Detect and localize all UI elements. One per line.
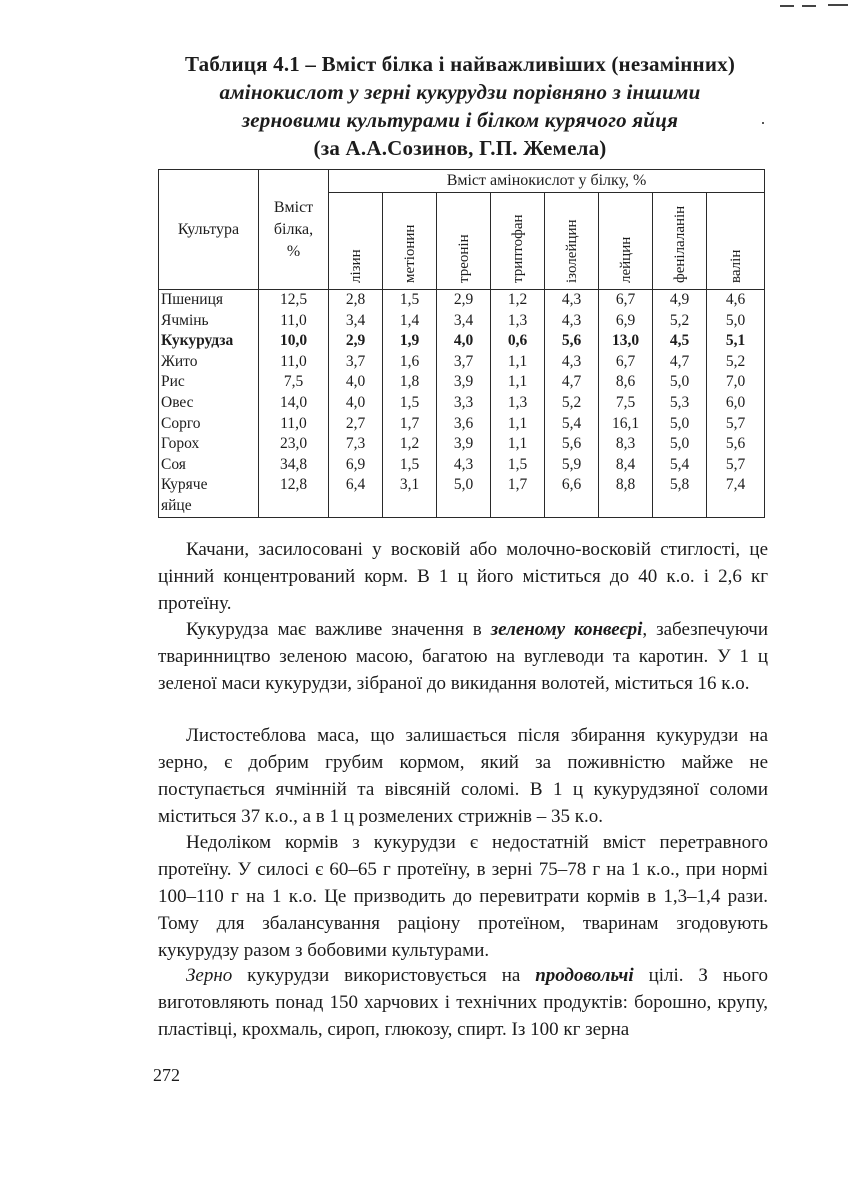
value-cell: 3,3 <box>437 393 491 414</box>
table-row <box>159 311 765 332</box>
amino-header-label: лізин <box>347 249 364 283</box>
value-cell: 13,0 <box>599 331 653 352</box>
amino-header-label: лейцин <box>617 236 634 283</box>
crop-cell: Жито <box>159 352 259 373</box>
value-cell: 5,6 <box>545 434 599 455</box>
value-cell: 4,0 <box>437 331 491 352</box>
paragraph-2 <box>158 616 768 697</box>
value-cell: 5,0 <box>653 414 707 435</box>
paragraph-text <box>158 962 768 1043</box>
amino-acid-table <box>158 169 765 518</box>
amino-header-threonine <box>437 193 491 290</box>
crop-cell: Соя <box>159 455 259 476</box>
value-cell: 3,4 <box>437 311 491 332</box>
amino-header-label: ізолейцин <box>563 219 580 283</box>
value-cell: 1,1 <box>491 414 545 435</box>
value-cell: 4,0 <box>329 372 383 393</box>
protein-header-line-3: % <box>286 242 301 260</box>
protein-cell: 11,0 <box>259 414 329 435</box>
value-cell: 5,7 <box>707 455 765 476</box>
amino-header-label: валін <box>727 249 744 283</box>
protein-cell: 12,5 <box>259 290 329 311</box>
value-cell: 2,9 <box>329 331 383 352</box>
protein-cell: 11,0 <box>259 352 329 373</box>
value-cell: 6,9 <box>599 311 653 332</box>
value-cell: 4,9 <box>653 290 707 311</box>
table-row <box>159 290 765 311</box>
value-cell: 5,0 <box>437 475 491 517</box>
value-cell: 4,6 <box>707 290 765 311</box>
value-cell: 3,9 <box>437 372 491 393</box>
value-cell: 3,1 <box>383 475 437 517</box>
caption-line-1: Таблиця 4.1 – Вміст білка і найважливіших (незамінних) <box>184 52 736 76</box>
value-cell: 5,2 <box>707 352 765 373</box>
value-cell: 1,9 <box>383 331 437 352</box>
protein-cell: 14,0 <box>259 393 329 414</box>
amino-header-label: триптофан <box>509 214 526 283</box>
value-cell: 4,7 <box>653 352 707 373</box>
value-cell: 1,5 <box>383 290 437 311</box>
value-cell: 1,2 <box>491 290 545 311</box>
crop-line-1: Куряче <box>161 476 208 494</box>
amino-header-isoleucine <box>545 193 599 290</box>
value-cell: 1,1 <box>491 372 545 393</box>
emphasis-green-conveyor: зеленому конвеєрі <box>490 619 643 640</box>
value-cell: 3,7 <box>437 352 491 373</box>
value-cell: 5,4 <box>545 414 599 435</box>
value-cell: 3,9 <box>437 434 491 455</box>
value-cell: 5,2 <box>545 393 599 414</box>
amino-header-label: треонін <box>455 234 472 283</box>
value-cell: 4,3 <box>545 311 599 332</box>
amino-header-label: метіонин <box>401 224 418 283</box>
value-cell: 6,9 <box>329 455 383 476</box>
protein-cell: 23,0 <box>259 434 329 455</box>
protein-cell: 34,8 <box>259 455 329 476</box>
scan-speck <box>762 122 764 124</box>
crop-cell: Кукурудза <box>159 331 259 352</box>
value-cell: 6,4 <box>329 475 383 517</box>
value-cell: 2,8 <box>329 290 383 311</box>
value-cell: 1,2 <box>383 434 437 455</box>
table-row-highlighted <box>159 331 765 352</box>
value-cell: 5,6 <box>707 434 765 455</box>
value-cell: 5,2 <box>653 311 707 332</box>
value-cell: 7,3 <box>329 434 383 455</box>
paragraph-run: кукурудзи використовується на <box>232 965 536 986</box>
paragraph-5 <box>158 962 768 1043</box>
value-cell: 4,3 <box>437 455 491 476</box>
protein-cell: 11,0 <box>259 311 329 332</box>
amino-header-lysine <box>329 193 383 290</box>
protein-header-line-1: Вміст <box>273 198 314 216</box>
crop-cell: Рис <box>159 372 259 393</box>
caption-line-4: (за А.А.Созинов, Г.П. Жемела) <box>313 136 607 160</box>
value-cell: 6,7 <box>599 352 653 373</box>
value-cell: 5,6 <box>545 331 599 352</box>
value-cell: 4,7 <box>545 372 599 393</box>
value-cell: 4,3 <box>545 352 599 373</box>
table-row <box>159 372 765 393</box>
crop-line-2: яйце <box>161 496 192 514</box>
paragraph-run: , забезпечуючи тваринництво зеленою масою, багатою на вуглеводи та каротин. У 1 ц зеленої маси кукурудзи, зібраної до викидання волотей, міститься 16 к.о. <box>158 619 769 694</box>
value-cell: 6,7 <box>599 290 653 311</box>
value-cell: 1,1 <box>491 434 545 455</box>
value-cell: 5,0 <box>653 434 707 455</box>
protein-header <box>259 170 329 290</box>
value-cell: 8,6 <box>599 372 653 393</box>
value-cell: 3,4 <box>329 311 383 332</box>
table-row <box>159 352 765 373</box>
value-cell: 7,4 <box>707 475 765 517</box>
table-caption <box>150 50 770 162</box>
value-cell: 0,6 <box>491 331 545 352</box>
amino-header-valine <box>707 193 765 290</box>
scan-corner-mark <box>780 2 850 8</box>
paragraph-1 <box>158 536 768 617</box>
value-cell: 6,0 <box>707 393 765 414</box>
value-cell: 1,3 <box>491 311 545 332</box>
paragraph-run: Кукурудза має важливе значення в <box>186 619 491 640</box>
value-cell: 1,6 <box>383 352 437 373</box>
value-cell: 1,7 <box>491 475 545 517</box>
value-cell: 8,3 <box>599 434 653 455</box>
paragraph-text: Качани, засилосовані у восковій або молочно-восковій стиглості, це цінний концентрований корм. В 1 ц його міститься до 40 к.о. і 2,6 кг протеїну. <box>158 539 768 614</box>
paragraph-text <box>158 616 768 697</box>
emphasis-food: продовольчі <box>535 965 634 986</box>
amino-header-leucine <box>599 193 653 290</box>
crop-cell: Ячмінь <box>159 311 259 332</box>
value-cell: 1,3 <box>491 393 545 414</box>
amino-header-methionine <box>383 193 437 290</box>
table-row <box>159 455 765 476</box>
amino-header-label: фенілаланін <box>671 205 688 283</box>
crop-cell: Горох <box>159 434 259 455</box>
value-cell: 7,0 <box>707 372 765 393</box>
amino-header-tryptophan <box>491 193 545 290</box>
emphasis-grain: Зерно <box>186 965 233 986</box>
value-cell: 2,9 <box>437 290 491 311</box>
paragraph-3 <box>158 722 768 830</box>
value-cell: 5,4 <box>653 455 707 476</box>
value-cell: 6,6 <box>545 475 599 517</box>
crop-cell <box>159 475 259 517</box>
value-cell: 5,7 <box>707 414 765 435</box>
table-row <box>159 393 765 414</box>
value-cell: 5,3 <box>653 393 707 414</box>
value-cell: 4,3 <box>545 290 599 311</box>
protein-cell: 7,5 <box>259 372 329 393</box>
value-cell: 5,0 <box>653 372 707 393</box>
paragraph-text: Недоліком кормів з кукурудзи є недостатній вміст перетравного протеїну. У силосі є 60–65 г протеїну, в зерні 75–78 г на 1 к.о., при нормі 100–110 г на 1 к.о. Це призводить до перевитрати кормів в 1,3–1,4 рази. Тому для збалансування раціону протеїном, тваринам згодовують кукурудзу разом з бобовими культурами. <box>158 832 768 961</box>
value-cell: 2,7 <box>329 414 383 435</box>
value-cell: 8,8 <box>599 475 653 517</box>
table-row <box>159 475 765 517</box>
protein-header-line-2: білка, <box>273 220 314 238</box>
crop-cell: Сорго <box>159 414 259 435</box>
table-row <box>159 434 765 455</box>
value-cell: 1,5 <box>491 455 545 476</box>
value-cell: 3,7 <box>329 352 383 373</box>
amino-header-phenylalanine <box>653 193 707 290</box>
crop-cell: Пшениця <box>159 290 259 311</box>
value-cell: 1,5 <box>383 393 437 414</box>
value-cell: 16,1 <box>599 414 653 435</box>
paragraph-text: Листостеблова маса, що залишається після збирання кукурудзи на зерно, є добрим грубим кормом, який за поживністю майже не поступається ячмінній та вівсяній соломі. В 1 ц кукурудзяної соломи міститься 37 к.о., а в 1 ц розмелених стрижнів – 35 к.о. <box>158 725 768 827</box>
value-cell: 5,1 <box>707 331 765 352</box>
caption-line-2: амінокислот у зерні кукурудзи порівняно з іншими <box>219 80 701 104</box>
table-row <box>159 414 765 435</box>
value-cell: 1,7 <box>383 414 437 435</box>
value-cell: 1,4 <box>383 311 437 332</box>
page-number: 272 <box>153 1065 180 1085</box>
paragraph-run: цілі. З нього виготовляють понад 150 харчових і технічних продуктів: борошно, крупу, пластівці, крохмаль, сироп, глюкозу, спирт. Із 100 кг зерна <box>158 965 769 1040</box>
protein-cell: 12,8 <box>259 475 329 517</box>
value-cell: 1,1 <box>491 352 545 373</box>
amino-group-header: Вміст амінокислот у білку, % <box>329 170 765 193</box>
value-cell: 5,8 <box>653 475 707 517</box>
value-cell: 4,5 <box>653 331 707 352</box>
value-cell: 4,0 <box>329 393 383 414</box>
culture-header: Культура <box>159 170 259 290</box>
value-cell: 5,0 <box>707 311 765 332</box>
crop-cell: Овес <box>159 393 259 414</box>
protein-cell: 10,0 <box>259 331 329 352</box>
value-cell: 1,8 <box>383 372 437 393</box>
value-cell: 5,9 <box>545 455 599 476</box>
caption-line-3: зерновими культурами і білком курячого яйця <box>241 108 679 132</box>
value-cell: 8,4 <box>599 455 653 476</box>
value-cell: 3,6 <box>437 414 491 435</box>
paragraph-4 <box>158 829 768 964</box>
value-cell: 7,5 <box>599 393 653 414</box>
value-cell: 1,5 <box>383 455 437 476</box>
